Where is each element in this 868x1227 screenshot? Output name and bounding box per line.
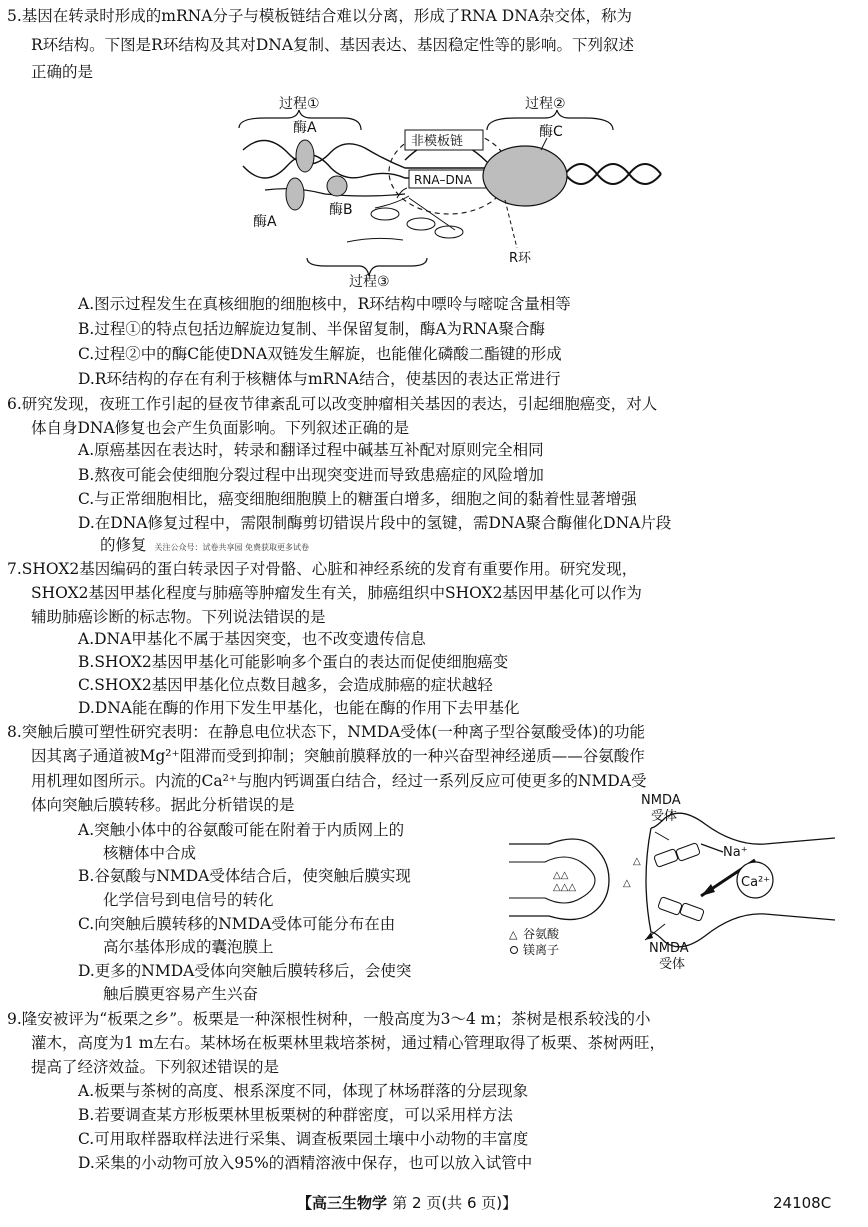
q6-option-a: A.原癌基因在表达时，转录和翻译过程中碱基互补配对原则完全相同 xyxy=(78,441,544,459)
process1-label: 过程① xyxy=(279,96,320,112)
process3-label: 过程③ xyxy=(349,274,390,290)
q9-option-d: D.采集的小动物可放入95%的酒精溶液中保存，也可以放入试管中 xyxy=(78,1154,533,1172)
q9-stem-line-3: 提高了经济效益。下列叙述错误的是 xyxy=(31,1058,280,1076)
q6-option-c: C.与正常细胞相比，癌变细胞细胞膜上的糖蛋白增多，细胞之间的黏着性显著增强 xyxy=(78,490,637,508)
nmda-bottom-line-2: 受体 xyxy=(659,957,686,972)
q9-option-b: B.若要调查某方形板栗林里板栗树的种群密度，可以采用样方法 xyxy=(78,1106,513,1124)
q5-option-a: A.图示过程发生在真核细胞的细胞核中，R环结构中嘌呤与嘧啶含量相等 xyxy=(78,295,571,313)
q6-option-b: B.熬夜可能会使细胞分裂过程中出现突变进而导致患癌症的风险增加 xyxy=(78,466,544,484)
enzyme-a-bottom-label: 酶A xyxy=(253,214,277,230)
q8-option-c-cont: 高尔基体形成的囊泡膜上 xyxy=(103,938,274,956)
q5-stem-line-2: R环结构。下图是R环结构及其对DNA复制、基因表达、基因稳定性等的影响。下列叙述 xyxy=(31,36,635,54)
synapse-figure xyxy=(505,788,835,978)
q9-stem-line-2: 灌木，高度为1 m左右。某林场在板栗林里栽培茶树，通过精心管理取得了板栗、茶树两旺， xyxy=(31,1034,665,1052)
r-loop-label: R环 xyxy=(509,251,532,266)
enzyme-c-label: 酶C xyxy=(539,124,563,140)
nontemplate-label: 非模板链 xyxy=(411,134,464,149)
q8-option-b-cont: 化学信号到电信号的转化 xyxy=(103,891,274,909)
watermark-note: 关注公众号：试卷共享园 免费获取更多试卷 xyxy=(154,543,310,552)
q7-option-d: D.DNA能在酶的作用下发生甲基化，也能在酶的作用下去甲基化 xyxy=(78,699,520,717)
q6-option-d-cont-text: 的修复 xyxy=(100,536,147,554)
released-glu-mark: △ xyxy=(623,878,631,889)
legend-glu-symbol: △ xyxy=(509,928,518,941)
enzyme-b-label: 酶B xyxy=(329,202,353,218)
q9-option-a: A.板栗与茶树的高度、根系深度不同，体现了林场群落的分层现象 xyxy=(78,1082,529,1100)
rna-dna-label: RNA–DNA xyxy=(414,173,472,187)
q9-option-c: C.可用取样器取样法进行采集、调查板栗园土壤中小动物的丰富度 xyxy=(78,1130,529,1148)
q7-stem-line-1: 7.SHOX2基因编码的蛋白转录因子对骨骼、心脏和神经系统的发育有重要作用。研究发现， xyxy=(7,560,638,578)
q7-option-b: B.SHOX2基因甲基化可能影响多个蛋白的表达而促使细胞癌变 xyxy=(78,653,509,671)
footer-title: 【高三生物学 xyxy=(297,1194,388,1212)
footer-code: 24108C xyxy=(773,1194,832,1212)
released-glu-mark-2: △ xyxy=(633,856,641,867)
q6-stem-line-1: 6.研究发现，夜班工作引起的昼夜节律紊乱可以改变肿瘤相关基因的表达，引起细胞癌变，对人 xyxy=(7,395,658,413)
q6-option-d-continued xyxy=(100,535,309,558)
q9-stem-line-1: 9.隆安被评为“板栗之乡”。板栗是一种深根性树种，一般高度为3～4 m；茶树是根系较浅的小 xyxy=(7,1010,651,1028)
q7-option-a: A.DNA甲基化不属于基因突变，也不改变遗传信息 xyxy=(78,630,426,648)
q5-stem-line-1: 5.基因在转录时形成的mRNA分子与模板链结合难以分离，形成了RNA DNA杂交体，称为 xyxy=(7,7,632,25)
q8-option-a: A.突触小体中的谷氨酸可能在附着于内质网上的 xyxy=(78,821,405,839)
nmda-top-line-1: NMDA xyxy=(641,793,681,808)
vesicle-glu-mark-2: △△△ xyxy=(553,882,577,893)
q8-option-d: D.更多的NMDA受体向突触后膜转移后，会使突 xyxy=(78,962,412,980)
nmda-top-line-2: 受体 xyxy=(651,809,678,824)
page-footer xyxy=(297,1192,517,1213)
ca-ion-label: Ca²⁺ xyxy=(741,875,771,890)
q7-stem-line-2: SHOX2基因甲基化程度与肺癌等肿瘤发生有关，肺癌组织中SHOX2基因甲基化可以作为 xyxy=(31,584,642,602)
q8-option-d-cont: 触后膜更容易产生兴奋 xyxy=(103,985,259,1003)
q8-stem-line-1: 8.突触后膜可塑性研究表明：在静息电位状态下，NMDA受体(一种离子型谷氨酸受体)的功能 xyxy=(7,723,645,741)
q5-option-b: B.过程①的特点包括边解旋边复制、半保留复制，酶A为RNA聚合酶 xyxy=(78,320,545,338)
enzyme-a-top-label: 酶A xyxy=(293,120,317,136)
q5-option-c: C.过程②中的酶C能使DNA双链发生解旋，也能催化磷酸二酯键的形成 xyxy=(78,345,562,363)
q6-stem-line-2: 体自身DNA修复也会产生负面影响。下列叙述正确的是 xyxy=(31,419,410,437)
q8-option-c: C.向突触后膜转移的NMDA受体可能分布在由 xyxy=(78,915,396,933)
q5-stem-line-3: 正确的是 xyxy=(31,63,94,81)
process2-label: 过程② xyxy=(525,96,566,112)
q8-option-a-cont: 核糖体中合成 xyxy=(103,844,197,862)
q8-stem-line-4: 体向突触后膜转移。据此分析错误的是 xyxy=(31,796,295,814)
footer-page-number: 第 2 页(共 6 页)】 xyxy=(392,1194,518,1212)
legend-mg-label: 镁离子 xyxy=(523,943,560,957)
nmda-bottom-line-1: NMDA xyxy=(649,941,689,956)
q7-stem-line-3: 辅助肺癌诊断的标志物。下列说法错误的是 xyxy=(31,608,326,626)
r-loop-figure xyxy=(225,90,665,290)
legend-glu-label: 谷氨酸 xyxy=(523,927,560,941)
q5-option-d: D.R环结构的存在有利于核糖体与mRNA结合，使基因的表达正常进行 xyxy=(78,370,561,388)
q8-stem-line-3: 用机理如图所示。内流的Ca²⁺与胞内钙调蛋白结合，经过一系列反应可使更多的NMDA受 xyxy=(31,772,647,790)
na-ion-label: Na⁺ xyxy=(723,845,748,860)
q7-option-c: C.SHOX2基因甲基化位点数目越多，会造成肺癌的症状越轻 xyxy=(78,676,493,694)
vesicle-glu-mark: △△ xyxy=(553,870,569,881)
q8-stem-line-2: 因其离子通道被Mg²⁺阻滞而受到抑制；突触前膜释放的一种兴奋型神经递质——谷氨酸作 xyxy=(31,747,645,765)
q8-option-b: B.谷氨酸与NMDA受体结合后，使突触后膜实现 xyxy=(78,867,411,885)
q6-option-d: D.在DNA修复过程中，需限制酶剪切错误片段中的氢键，需DNA聚合酶催化DNA片段 xyxy=(78,514,672,532)
